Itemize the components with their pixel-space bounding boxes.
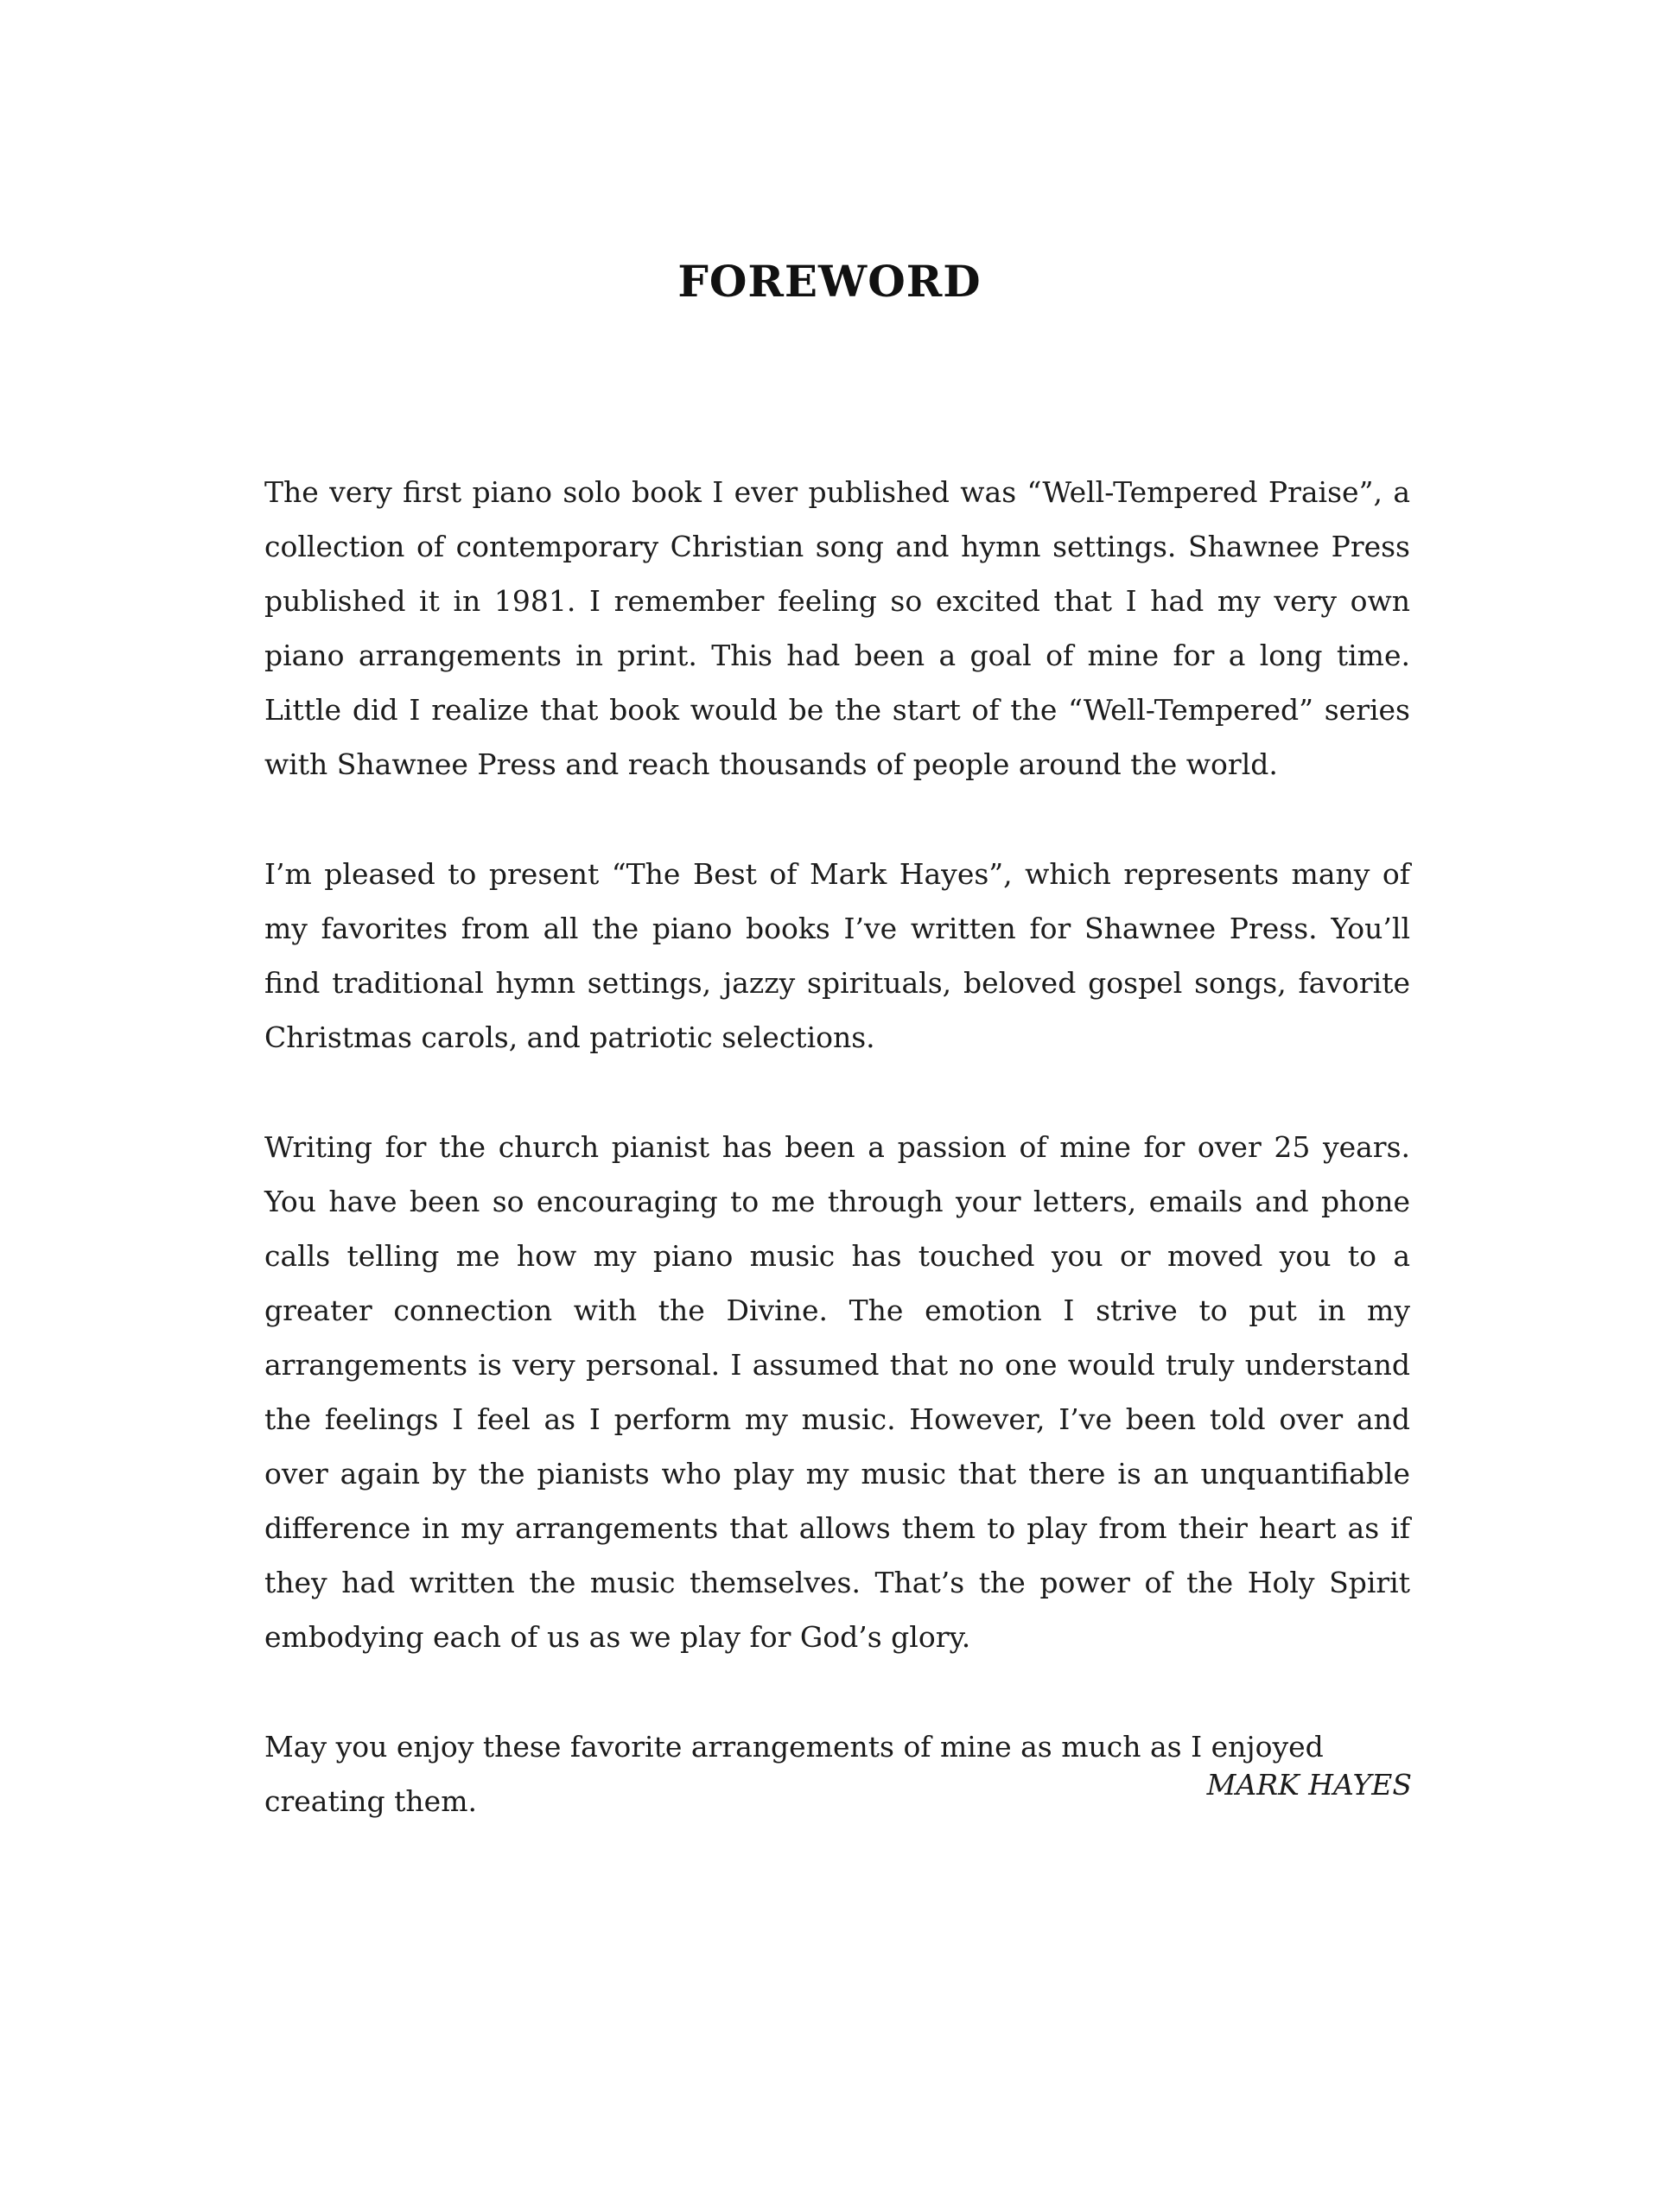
page-title: FOREWORD <box>677 256 982 307</box>
paragraph-2: I’m pleased to present “The Best of Mark Hayes”, which represents many of my favorites from all the piano books I’ve written for Shawnee Press. You’ll find traditional hymn settings, jazzy spirituals, beloved gospel songs, favorite Christmas carols, and patriotic selections. <box>264 857 1410 1054</box>
author-signature: MARK HAYES <box>1206 1768 1412 1802</box>
foreword-body <box>264 465 1410 1884</box>
paragraph-1: The very first piano solo book I ever published was “Well-Tempered Praise”, a collection of contemporary Christian song and hymn settings. Shawnee Press published it in 1981. I remember feeling so excited that I had my very own piano arrangements in print. This had been a goal of mine for a long time. Little did I realize that book would be the start of the “Well-Tempered” series with Shawnee Press and reach thousands of people around the world. <box>264 475 1410 781</box>
paragraph-3: Writing for the church pianist has been a passion of mine for over 25 years. You have been so encouraging to me through your letters, emails and phone calls telling me how my piano music has touched you or moved you to a greater connection with the Divine. The emotion I strive to put in my arrangements is very personal. I assumed that no one would truly understand the feelings I feel as I perform my music. However, I’ve been told over and over again by the pianists who play my music that there is an unquantifiable difference in my arrangements that allows them to play from their heart as if they had written the music themselves. That’s the power of the Holy Spirit embodying each of us as we play for God’s glory. <box>264 1130 1410 1654</box>
paragraph-4: May you enjoy these favorite arrangements of mine as much as I enjoyed creating them. <box>264 1730 1324 1818</box>
